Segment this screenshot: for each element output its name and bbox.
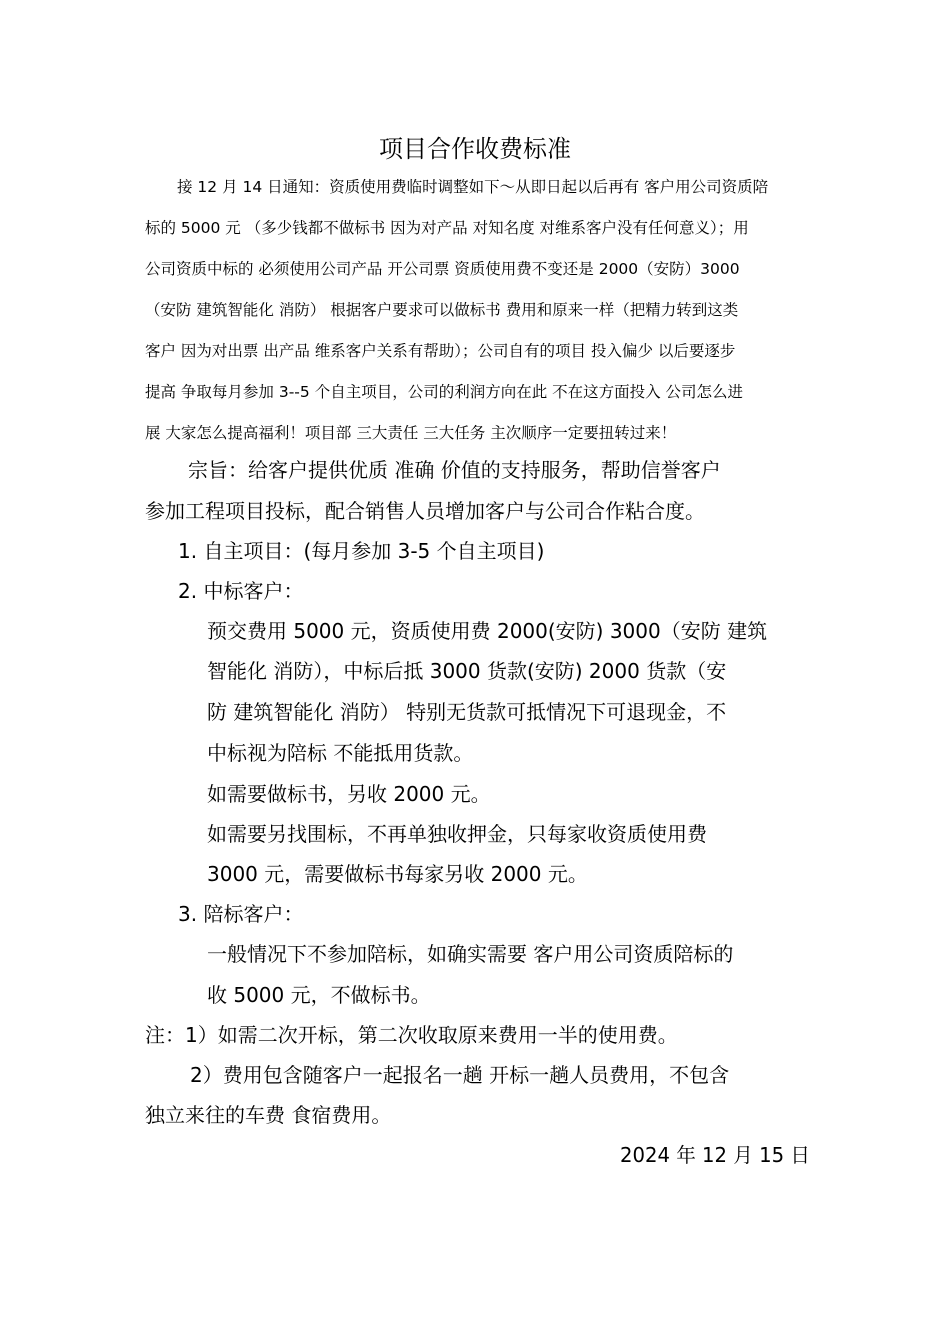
notice-line-1: 接 12 月 14 日通知：资质使用费临时调整如下～从即日起以后再有 客户用公司资质陪 [177,178,769,196]
item-3-line-2: 收 5000 元，不做标书。 [207,983,431,1007]
item-2-line-4: 中标视为陪标 不能抵用货款。 [207,741,474,765]
item-2-heading: 2. 中标客户： [178,579,304,603]
purpose-line-2: 参加工程项目投标，配合销售人员增加客户与公司合作粘合度。 [145,499,705,523]
notice-line-4: （安防 建筑智能化 消防） 根据客户要求可以做标书 费用和原来一样（把精力转到这类 [145,301,739,319]
item-2-line-7: 3000 元，需要做标书每家另收 2000 元。 [207,862,588,886]
notice-line-3: 公司资质中标的 必须使用公司产品 开公司票 资质使用费不变还是 2000（安防）3000 [145,260,740,278]
note-line-2: 2）费用包含随客户一起报名一趟 开标一趟人员费用，不包含 [190,1063,730,1087]
item-2-line-2: 智能化 消防），中标后抵 3000 货款(安防) 2000 货款（安 [207,659,727,683]
item-2-line-3: 防 建筑智能化 消防） 特别无货款可抵情况下可退现金，不 [207,700,727,724]
note-line-1: 注：1）如需二次开标，第二次收取原来费用一半的使用费。 [145,1023,678,1047]
item-3-heading: 3. 陪标客户： [178,902,304,926]
document-title: 项目合作收费标准 [379,135,571,163]
purpose-line-1: 宗旨：给客户提供优质 准确 价值的支持服务，帮助信誉客户 [188,458,721,482]
notice-line-6: 提高 争取每月参加 3--5 个自主项目，公司的利润方向在此 不在这方面投入 公司怎么进 [145,383,744,401]
note-line-3: 独立来往的车费 食宿费用。 [145,1103,392,1127]
item-2-line-6: 如需要另找围标，不再单独收押金，只每家收资质使用费 [207,822,707,846]
item-1: 1. 自主项目：(每月参加 3-5 个自主项目) [178,539,545,563]
notice-line-7: 展 大家怎么提高福利！项目部 三大责任 三大任务 主次顺序一定要扭转过来！ [145,424,677,442]
item-3-line-1: 一般情况下不参加陪标，如确实需要 客户用公司资质陪标的 [207,942,734,966]
notice-line-5: 客户 因为对出票 出产品 维系客户关系有帮助）；公司自有的项目 投入偏少 以后要逐步 [145,342,736,360]
item-2-line-1: 预交费用 5000 元，资质使用费 2000(安防) 3000（安防 建筑 [207,619,768,643]
document-date: 2024 年 12 月 15 日 [620,1143,810,1167]
item-2-line-5: 如需要做标书，另收 2000 元。 [207,782,491,806]
notice-line-2: 标的 5000 元 （多少钱都不做标书 因为对产品 对知名度 对维系客户没有任何意义）；用 [145,219,749,237]
